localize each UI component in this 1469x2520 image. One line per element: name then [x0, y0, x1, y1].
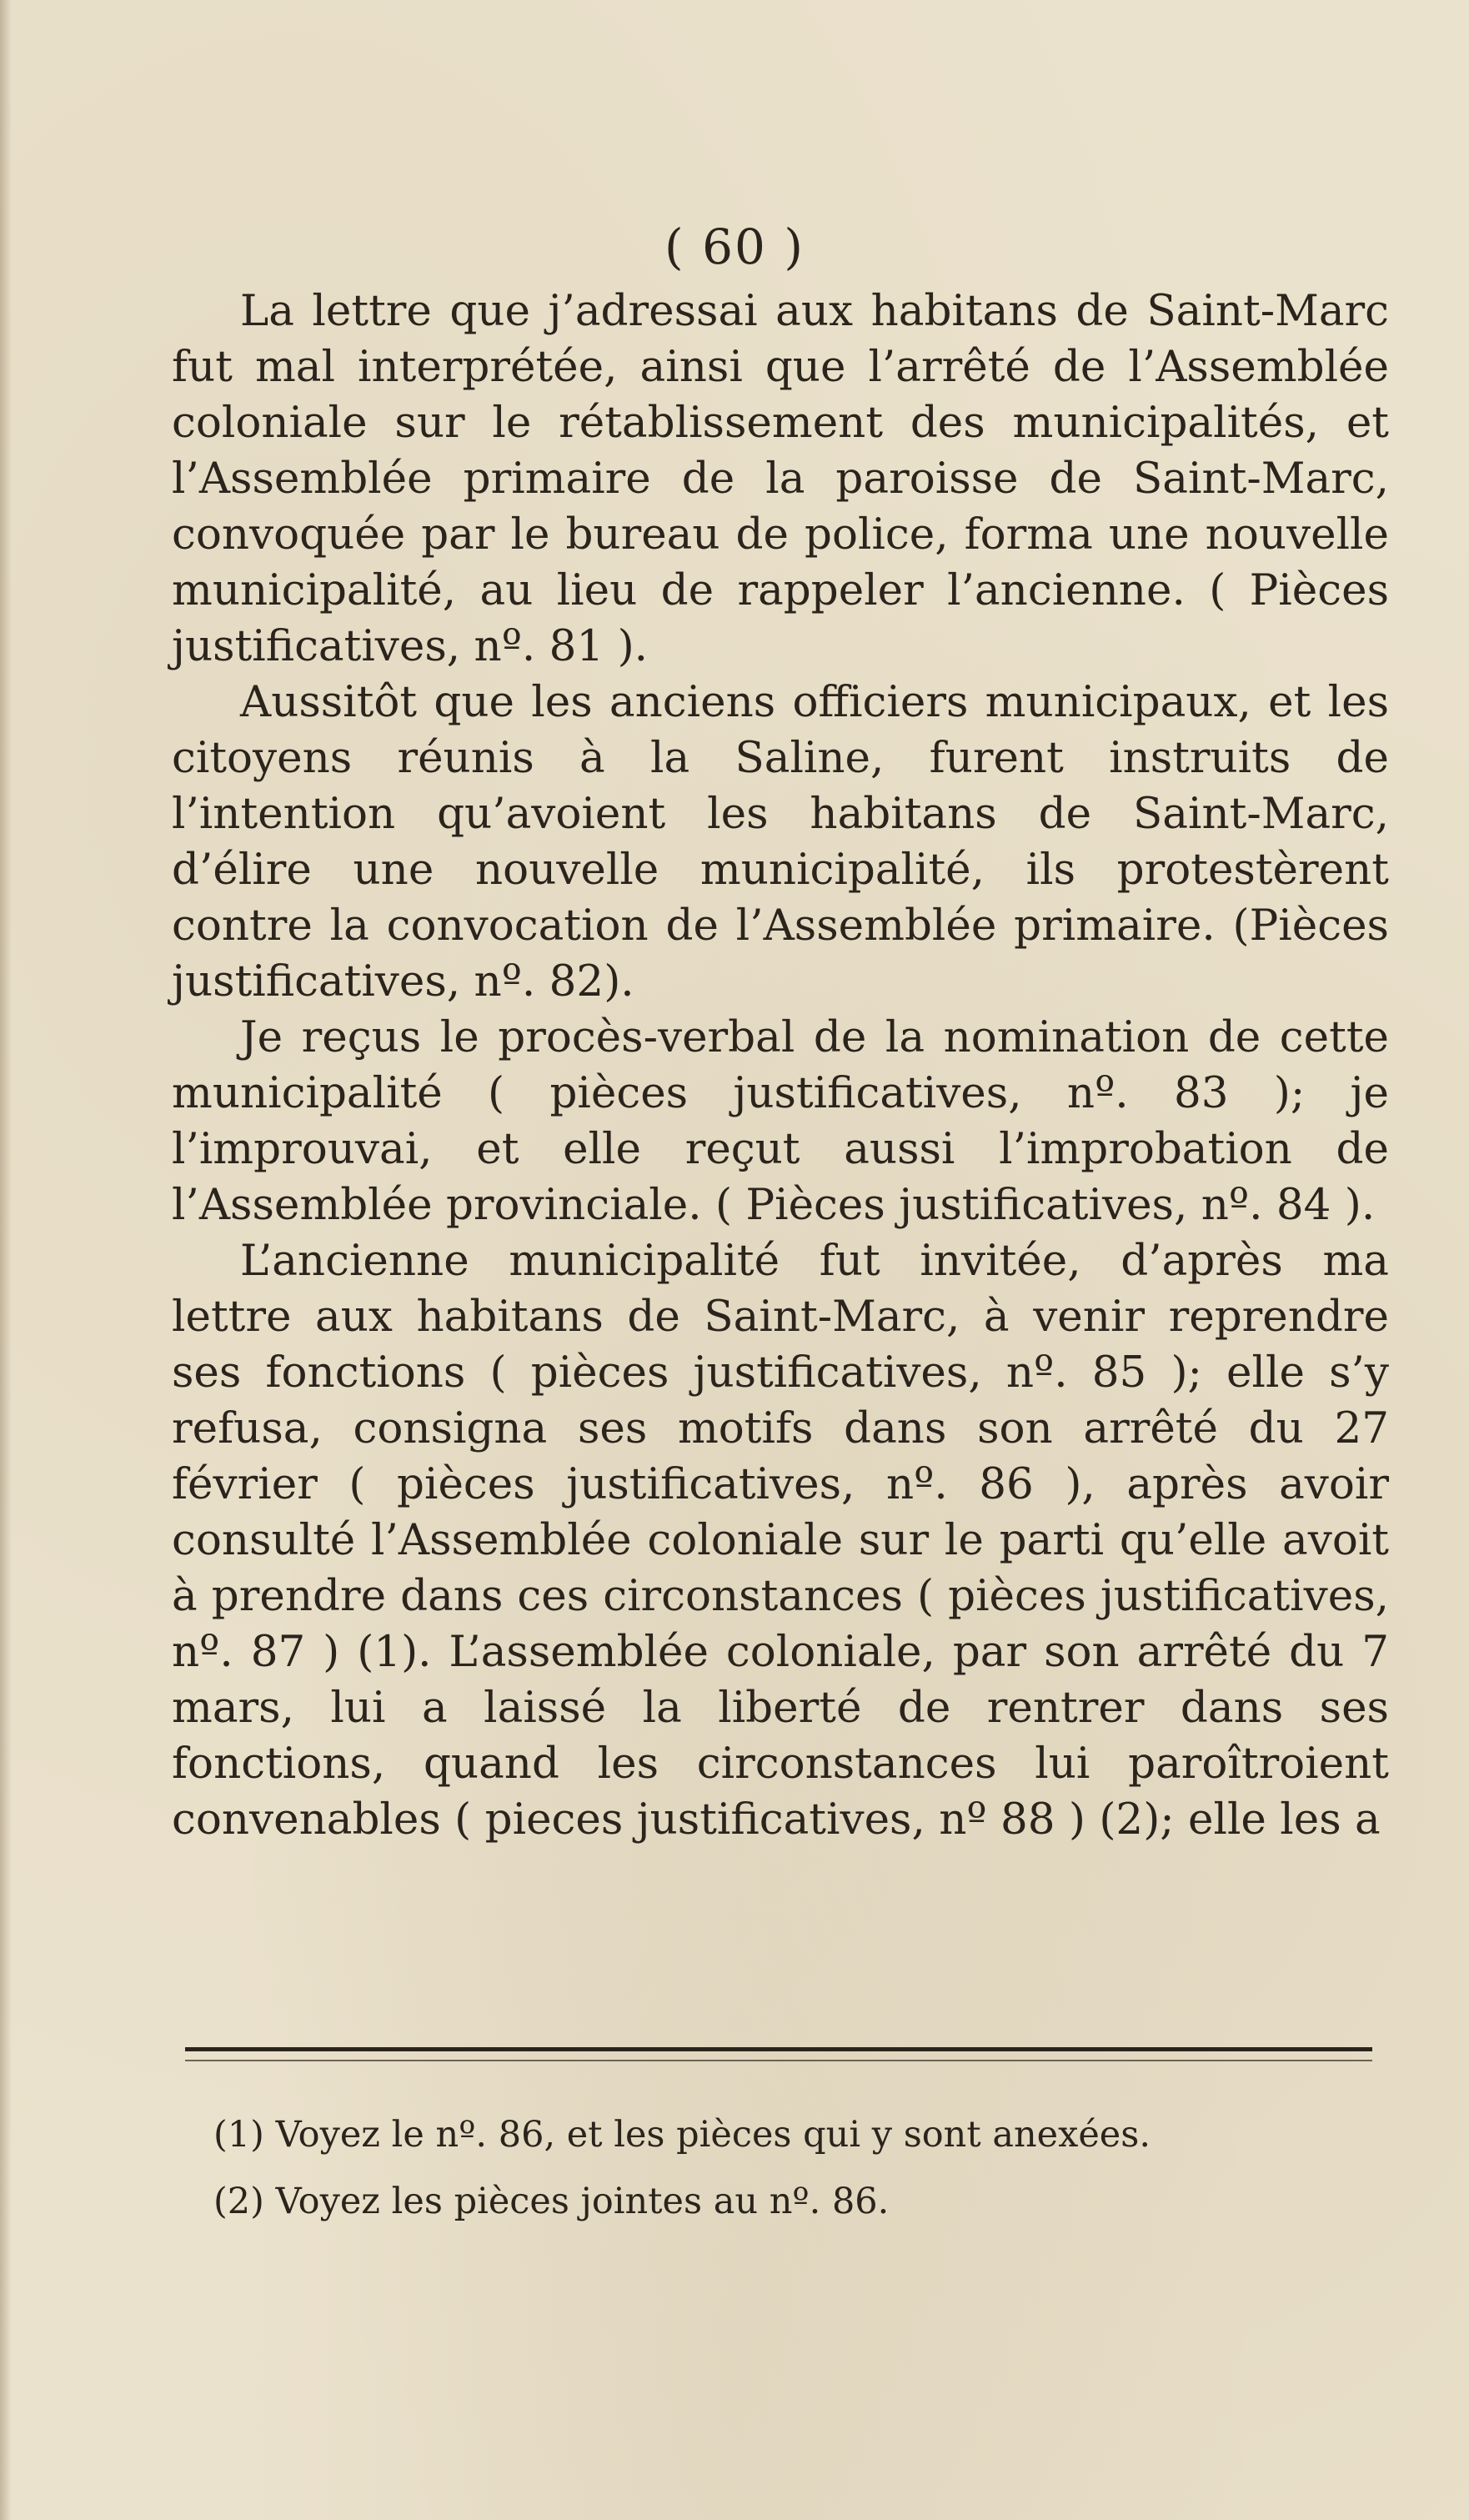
footnote-1: (1) Voyez le nº. 86, et les pièces qui y sont anexées. [213, 2114, 1151, 2156]
paragraph-2: Aussitôt que les anciens officiers municipaux, et les citoyens réunis à la Saline, furent instruits de l’intention qu’avoient les habitans de Saint-Marc, d’élire une nouvelle municipalité, ils protestèrent contre la convocation de l’Assemblée primaire. (Pièces justificatives, nº. 82). [172, 677, 1389, 1006]
paragraph-4: L’ancienne municipalité fut invitée, d’après ma lettre aux habitans de Saint-Marc, à venir reprendre ses fonctions ( pièces justificatives, nº. 85 ); elle s’y refusa, consigna ses motifs dans son arrêté du 27 février ( pièces justificatives, nº. 86 ), après avoir consulté l’Assemblée coloniale sur le parti qu’elle avoit à prendre dans ces circonstances ( pièces justificatives, nº. 87 ) (1). L’assemblée coloniale, par son arrêté du 7 mars, lui a laissé la liberté de rentrer dans ses fonctions, quand les circonstances lui paroîtroient convenables ( pieces justificatives, nº 88 ) (2); elle les a [172, 1236, 1389, 1845]
footnote-2: (2) Voyez les pièces jointes au nº. 86. [213, 2181, 890, 2222]
page-edge-shadow [0, 0, 12, 2520]
page-number: ( 60 ) [664, 218, 805, 275]
paragraph-3: Je reçus le procès-verbal de la nomination de cette municipalité ( pièces justificatives, nº. 83 ); je l’improuvai, et elle reçut aussi l’improbation de l’Assemblée provinciale. ( Pièces justificatives, nº. 84 ). [172, 1012, 1389, 1230]
footnote-divider-thin [185, 2060, 1372, 2061]
footnote-divider-thick [185, 2047, 1372, 2051]
footnotes [213, 2101, 1381, 2235]
body-text [172, 284, 1389, 1848]
paragraph-1: La lettre que j’adressai aux habitans de Saint-Marc fut mal interprétée, ainsi que l’arrêté de l’Assemblée coloniale sur le rétablissement des municipalités, et l’Assemblée primaire de la paroisse de Saint-Marc, convoquée par le bureau de police, forma une nouvelle municipalité, au lieu de rappeler l’ancienne. ( Pièces justificatives, nº. 81 ). [172, 286, 1389, 671]
